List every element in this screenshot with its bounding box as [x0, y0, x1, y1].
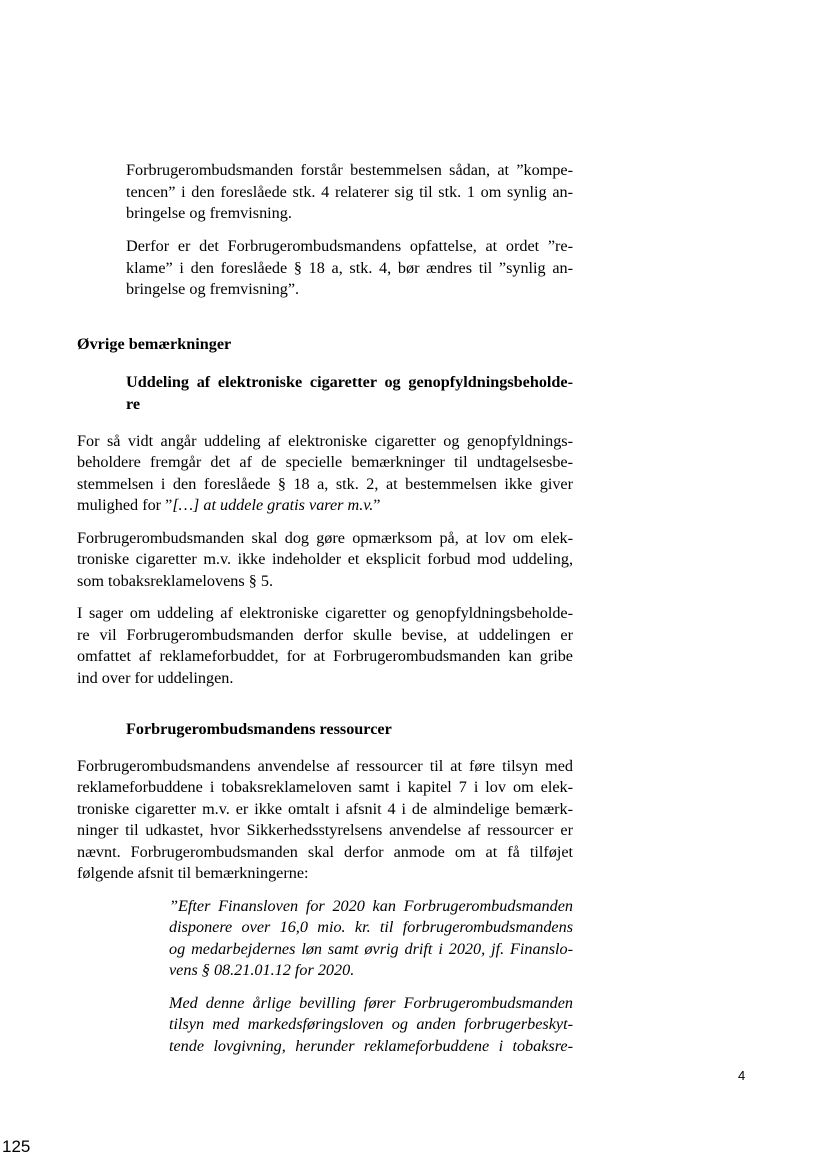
sheet-number: 125: [2, 1137, 31, 1156]
paragraph-line: nævnt. Forbrugerombudsmanden skal derfor anmode om at få tilføjet: [77, 843, 573, 861]
paragraph-line: ind over for uddelingen.: [77, 669, 234, 687]
paragraph-line: troniske cigaretter m.v. er ikke omtalt i afsnit 4 i de almindelige bemærk-: [77, 800, 573, 818]
quote-line: tilsyn med markedsføringsloven og anden forbrugerbeskyt-: [169, 1015, 573, 1033]
paragraph-line: Derfor er det Forbrugerombudsmandens opfattelse, at ordet ”re-: [126, 237, 573, 255]
paragraph-line: For så vidt angår uddeling af elektroniske cigaretter og genopfyldnings-: [77, 432, 573, 450]
text-run: ”: [373, 496, 381, 514]
paragraph-line: re vil Forbrugerombudsmanden derfor skulle bevise, at uddelingen er: [77, 626, 573, 644]
paragraph-line: [77, 495, 380, 517]
paragraph-line: bringelse og fremvisning”.: [126, 280, 300, 298]
paragraph-line: Forbrugerombudsmanden skal dog gøre opmærksom på, at lov om elek-: [77, 529, 573, 547]
paragraph-line: reklameforbuddene i tobaksreklameloven samt i kapitel 7 i lov om elek-: [77, 778, 573, 796]
paragraph-line: som tobaksreklamelovens § 5.: [77, 572, 274, 590]
section-heading: Øvrige bemærkninger: [77, 335, 232, 353]
page-number: 4: [738, 1068, 746, 1083]
quote-line: vens § 08.21.01.12 for 2020.: [169, 961, 355, 979]
subsection-heading: re: [126, 395, 141, 413]
paragraph-line: omfattet af reklameforbuddet, for at Forbrugerombudsmanden kan gribe: [77, 647, 573, 665]
quote-line: disponere over 16,0 mio. kr. til forbrugerombudsmandens: [169, 918, 573, 936]
paragraph-line: stemmelsen i den foreslåede § 18 a, stk. 2, at bestemmelsen ikke giver: [77, 475, 573, 493]
quoted-text: […] at uddele gratis varer m.v.: [172, 496, 374, 514]
paragraph-line: beholdere fremgår det af de specielle bemærkninger til undtagelsesbe-: [77, 453, 573, 471]
quote-line: tende lovgivning, herunder reklameforbuddene i tobaksre-: [169, 1037, 573, 1055]
quote-line: og medarbejdernes løn samt øvrig drift i 2020, jf. Finanslo-: [169, 940, 573, 958]
subsection-heading: Forbrugerombudsmandens ressourcer: [126, 720, 392, 738]
paragraph-line: tencen” i den foreslåede stk. 4 relaterer sig til stk. 1 om synlig an-: [126, 183, 573, 201]
quote-line: Med denne årlige bevilling fører Forbrugerombudsmanden: [169, 994, 573, 1012]
paragraph-line: bringelse og fremvisning.: [126, 204, 292, 222]
quote-line: ”Efter Finansloven for 2020 kan Forbrugerombudsmanden: [169, 897, 573, 915]
paragraph-line: Forbrugerombudsmandens anvendelse af ressourcer til at føre tilsyn med: [77, 757, 573, 775]
paragraph-line: følgende afsnit til bemærkningerne:: [77, 864, 309, 882]
paragraph-line: klame” i den foreslåede § 18 a, stk. 4, bør ændres til ”synlig an-: [126, 259, 573, 277]
paragraph-line: I sager om uddeling af elektroniske cigaretter og genopfyldningsbeholde-: [77, 604, 573, 622]
paragraph-line: ninger til udkastet, hvor Sikkerhedsstyrelsens anvendelse af ressourcer er: [77, 821, 573, 839]
text-run: mulighed for ”: [77, 496, 173, 514]
subsection-heading: Uddeling af elektroniske cigaretter og genopfyldningsbeholde-: [126, 373, 573, 391]
paragraph-line: Forbrugerombudsmanden forstår bestemmelsen sådan, at ”kompe-: [126, 161, 573, 179]
paragraph-line: troniske cigaretter m.v. ikke indeholder et eksplicit forbud mod uddeling,: [77, 550, 573, 568]
